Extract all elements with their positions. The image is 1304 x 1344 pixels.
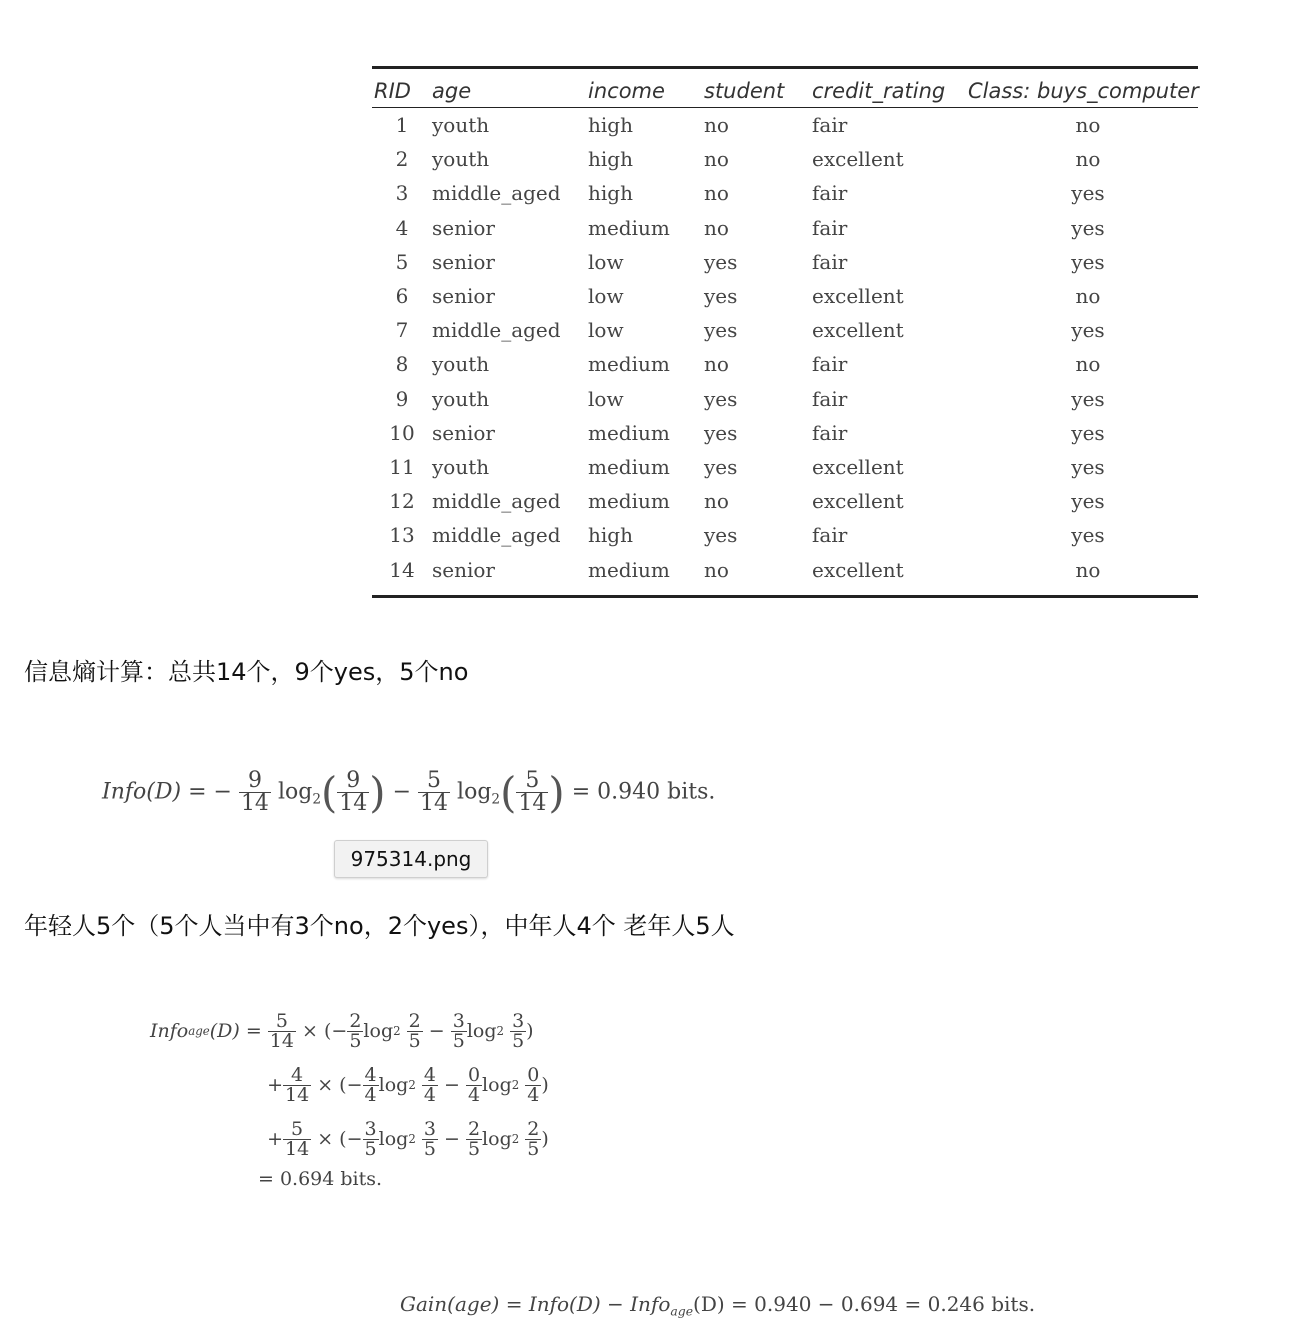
cell-income: medium bbox=[588, 454, 670, 479]
gain-formula bbox=[400, 1292, 1035, 1318]
cell-class: no bbox=[1075, 352, 1101, 377]
cell-credit-rating: fair bbox=[812, 249, 848, 274]
table-row bbox=[372, 518, 1198, 552]
cell-income: medium bbox=[588, 489, 670, 514]
cell-credit-rating: excellent bbox=[812, 284, 904, 309]
cell-rid: 4 bbox=[395, 215, 409, 240]
cell-income: low bbox=[588, 284, 624, 309]
cell-income: high bbox=[588, 147, 633, 172]
cell-credit-rating: fair bbox=[812, 113, 848, 138]
cell-age: youth bbox=[432, 147, 490, 172]
cell-class: yes bbox=[1071, 249, 1105, 274]
cell-rid: 2 bbox=[395, 147, 409, 172]
cell-rid: 3 bbox=[395, 181, 409, 206]
cell-student: no bbox=[704, 113, 729, 138]
cell-student: no bbox=[704, 215, 729, 240]
cell-age: middle_aged bbox=[432, 181, 561, 206]
cell-class: yes bbox=[1071, 318, 1105, 343]
age-intro-text: 年轻人5个（5个人当中有3个no，2个yes），中年人4个 老年人5人 bbox=[24, 912, 735, 940]
table-row bbox=[372, 552, 1198, 586]
cell-rid: 11 bbox=[389, 454, 415, 479]
image-filename-tooltip: 975314.png bbox=[334, 840, 488, 878]
cell-rid: 8 bbox=[395, 352, 409, 377]
cell-rid: 6 bbox=[395, 284, 409, 309]
table-row bbox=[372, 108, 1198, 142]
info-age-result: = 0.694 bits. bbox=[258, 1168, 383, 1190]
header-rid: RID bbox=[374, 79, 411, 103]
cell-rid: 10 bbox=[389, 420, 415, 445]
cell-student: no bbox=[704, 352, 729, 377]
info-d-formula: Info(D) = − $\frac{9}{14}$ $\log_2$( $\frac{9}{14}$ ) − $\frac{5}{14}$ $\log_2$( $\frac{5}{14}$ ) = 0.940 bits. bbox=[102, 768, 716, 817]
cell-age: senior bbox=[432, 249, 495, 274]
cell-income: high bbox=[588, 113, 633, 138]
cell-income: medium bbox=[588, 557, 670, 582]
cell-age: middle_aged bbox=[432, 318, 561, 343]
table-row bbox=[372, 279, 1198, 313]
cell-age: youth bbox=[432, 113, 490, 138]
cell-credit-rating: excellent bbox=[812, 147, 904, 172]
header-student: student bbox=[704, 79, 785, 103]
cell-income: medium bbox=[588, 420, 670, 445]
cell-class: yes bbox=[1071, 386, 1105, 411]
cell-rid: 14 bbox=[389, 557, 415, 582]
table-row bbox=[372, 484, 1198, 518]
cell-credit-rating: fair bbox=[812, 352, 848, 377]
cell-age: middle_aged bbox=[432, 523, 561, 548]
header-age: age bbox=[432, 79, 472, 103]
table-row bbox=[372, 176, 1198, 210]
table-row bbox=[372, 347, 1198, 381]
cell-income: low bbox=[588, 386, 624, 411]
info-d-result: = 0.940 bits. bbox=[571, 779, 716, 805]
info-age-line: + $\frac{5}{14}$ × (− $\frac{3}{5}$ log 2 $\frac{3}{5}$ − $\frac{2}{5}$ log 2 $\frac{2}{5}$ ) bbox=[267, 1117, 549, 1160]
cell-class: yes bbox=[1071, 523, 1105, 548]
table-row bbox=[372, 211, 1198, 245]
cell-age: senior bbox=[432, 420, 495, 445]
cell-credit-rating: fair bbox=[812, 215, 848, 240]
info-d-lhs: Info(D) bbox=[102, 779, 182, 805]
cell-credit-rating: excellent bbox=[812, 489, 904, 514]
header-credit-rating: credit_rating bbox=[812, 79, 946, 103]
cell-rid: 1 bbox=[395, 113, 409, 138]
cell-student: yes bbox=[704, 454, 738, 479]
cell-age: youth bbox=[432, 386, 490, 411]
cell-rid: 5 bbox=[395, 249, 409, 274]
cell-class: yes bbox=[1071, 181, 1105, 206]
table-header-row bbox=[372, 69, 1198, 107]
cell-rid: 9 bbox=[395, 386, 409, 411]
cell-student: no bbox=[704, 489, 729, 514]
cell-income: medium bbox=[588, 215, 670, 240]
table-row bbox=[372, 313, 1198, 347]
cell-class: yes bbox=[1071, 489, 1105, 514]
cell-credit-rating: fair bbox=[812, 420, 848, 445]
cell-credit-rating: fair bbox=[812, 181, 848, 206]
cell-student: yes bbox=[704, 284, 738, 309]
cell-credit-rating: excellent bbox=[812, 557, 904, 582]
cell-credit-rating: excellent bbox=[812, 318, 904, 343]
cell-student: no bbox=[704, 147, 729, 172]
info-age-line: + $\frac{4}{14}$ × (− $\frac{4}{4}$ log 2 $\frac{4}{4}$ − $\frac{0}{4}$ log 2 $\frac{0}{4}$ ) bbox=[267, 1063, 549, 1106]
cell-student: no bbox=[704, 181, 729, 206]
cell-class: no bbox=[1075, 557, 1101, 582]
cell-age: middle_aged bbox=[432, 489, 561, 514]
cell-student: yes bbox=[704, 318, 738, 343]
cell-credit-rating: excellent bbox=[812, 454, 904, 479]
entropy-intro-text: 信息熵计算：总共14个，9个yes，5个no bbox=[24, 658, 469, 686]
cell-income: high bbox=[588, 523, 633, 548]
gain-formula-sub: age bbox=[670, 1303, 694, 1319]
cell-class: yes bbox=[1071, 454, 1105, 479]
cell-income: low bbox=[588, 318, 624, 343]
cell-rid: 7 bbox=[395, 318, 409, 343]
cell-student: no bbox=[704, 557, 729, 582]
table-row bbox=[372, 382, 1198, 416]
cell-class: no bbox=[1075, 113, 1101, 138]
cell-student: yes bbox=[704, 523, 738, 548]
cell-class: no bbox=[1075, 284, 1101, 309]
cell-income: low bbox=[588, 249, 624, 274]
cell-income: medium bbox=[588, 352, 670, 377]
training-data-table bbox=[372, 66, 1198, 598]
cell-credit-rating: fair bbox=[812, 386, 848, 411]
table-row bbox=[372, 245, 1198, 279]
header-income: income bbox=[588, 79, 665, 103]
cell-student: yes bbox=[704, 420, 738, 445]
cell-class: no bbox=[1075, 147, 1101, 172]
table-bottom-rule bbox=[372, 595, 1198, 598]
cell-age: senior bbox=[432, 284, 495, 309]
cell-age: youth bbox=[432, 352, 490, 377]
info-age-line: Info age (D) = $\frac{5}{14}$ × (− $\frac{2}{5}$ log 2 $\frac{2}{5}$ − $\frac{3}{5}$ log 2 $\frac{3}{5}$ ) bbox=[150, 1009, 534, 1052]
info-age-formula bbox=[150, 1004, 549, 1190]
gain-formula-rest: (D) = 0.940 − 0.694 = 0.246 bits. bbox=[693, 1292, 1036, 1316]
cell-age: youth bbox=[432, 454, 490, 479]
table-row bbox=[372, 450, 1198, 484]
cell-student: yes bbox=[704, 386, 738, 411]
cell-age: senior bbox=[432, 215, 495, 240]
cell-income: high bbox=[588, 181, 633, 206]
cell-class: yes bbox=[1071, 420, 1105, 445]
cell-class: yes bbox=[1071, 215, 1105, 240]
table-row bbox=[372, 142, 1198, 176]
table-row bbox=[372, 416, 1198, 450]
cell-credit-rating: fair bbox=[812, 523, 848, 548]
cell-rid: 13 bbox=[389, 523, 415, 548]
header-class: Class: buys_computer bbox=[968, 79, 1199, 103]
cell-rid: 12 bbox=[389, 489, 415, 514]
cell-student: yes bbox=[704, 249, 738, 274]
cell-age: senior bbox=[432, 557, 495, 582]
gain-formula-text: Gain(age) = Info(D) − Info bbox=[400, 1292, 671, 1316]
